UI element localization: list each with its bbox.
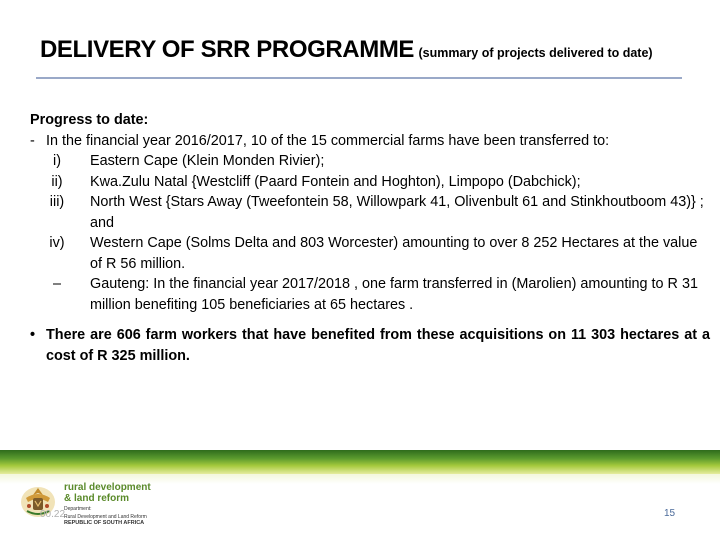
title-divider [36, 77, 682, 79]
bullet-icon: • [30, 327, 36, 343]
department-logo [14, 480, 174, 524]
lead-text: In the financial year 2016/2017, 10 of the 15 commercial farms have been transferred to: [46, 132, 610, 149]
list-item-north-west [30, 192, 710, 233]
logo-line-3: REPUBLIC OF SOUTH AFRICA [64, 520, 145, 526]
logo-text [64, 482, 174, 527]
list-marker: iv) [49, 235, 65, 251]
list-marker: – [52, 276, 61, 292]
list-item-kwazulu-natal [30, 172, 710, 193]
summary-bullet [30, 325, 710, 366]
title-main: DELIVERY OF SRR PROGRAMME [40, 36, 415, 63]
list-marker: ii) [51, 173, 63, 190]
slide-body [30, 110, 710, 366]
list-marker: iii) [49, 194, 65, 210]
lead-line [30, 131, 710, 152]
list-item-gauteng [30, 274, 710, 315]
list-item-western-cape [30, 233, 710, 274]
list-item-text: Gauteng: In the financial year 2017/2018 , one farm transferred in (Marolien) amounting to R 31 million benefiting 105 beneficiaries at 65 hectares . [90, 276, 698, 313]
summary-text: There are 606 farm workers that have benefited from these acquisitions on 11 303 hectares at a cost of R 325 million. [46, 327, 710, 364]
logo-small-2: Rural Development and Land Reform [64, 514, 147, 520]
page-number: 15 [664, 508, 676, 519]
list-item-text: North West {Stars Away (Tweefontein 58, Willowpark 41, Olivenbult 61 and Stinkhoutboom 43)} ; and [90, 194, 704, 231]
list-item-text: Kwa.Zulu Natal {Westcliff (Paard Fontein and Hoghton), Limpopo (Dabchick); [90, 173, 581, 190]
slide-title [40, 36, 700, 64]
logo-line-1: rural development [64, 482, 151, 493]
list-item-eastern-cape [30, 151, 710, 172]
list-item-text: Western Cape (Solms Delta and 803 Worcester) amounting to over 8 252 Hectares at the value of R 56 million. [90, 235, 698, 272]
footer-green-band [0, 450, 720, 474]
list-marker: i) [53, 153, 61, 169]
dash-marker: - [30, 132, 35, 149]
title-subtitle: (summary of projects delivered to date) [418, 46, 653, 60]
slide-date: 00.22 [40, 509, 66, 520]
progress-heading: Progress to date: [30, 112, 149, 128]
list-item-text: Eastern Cape (Klein Monden Rivier); [90, 153, 325, 169]
logo-small-1: Department: [64, 506, 92, 512]
logo-line-2: & land reform [64, 493, 130, 504]
